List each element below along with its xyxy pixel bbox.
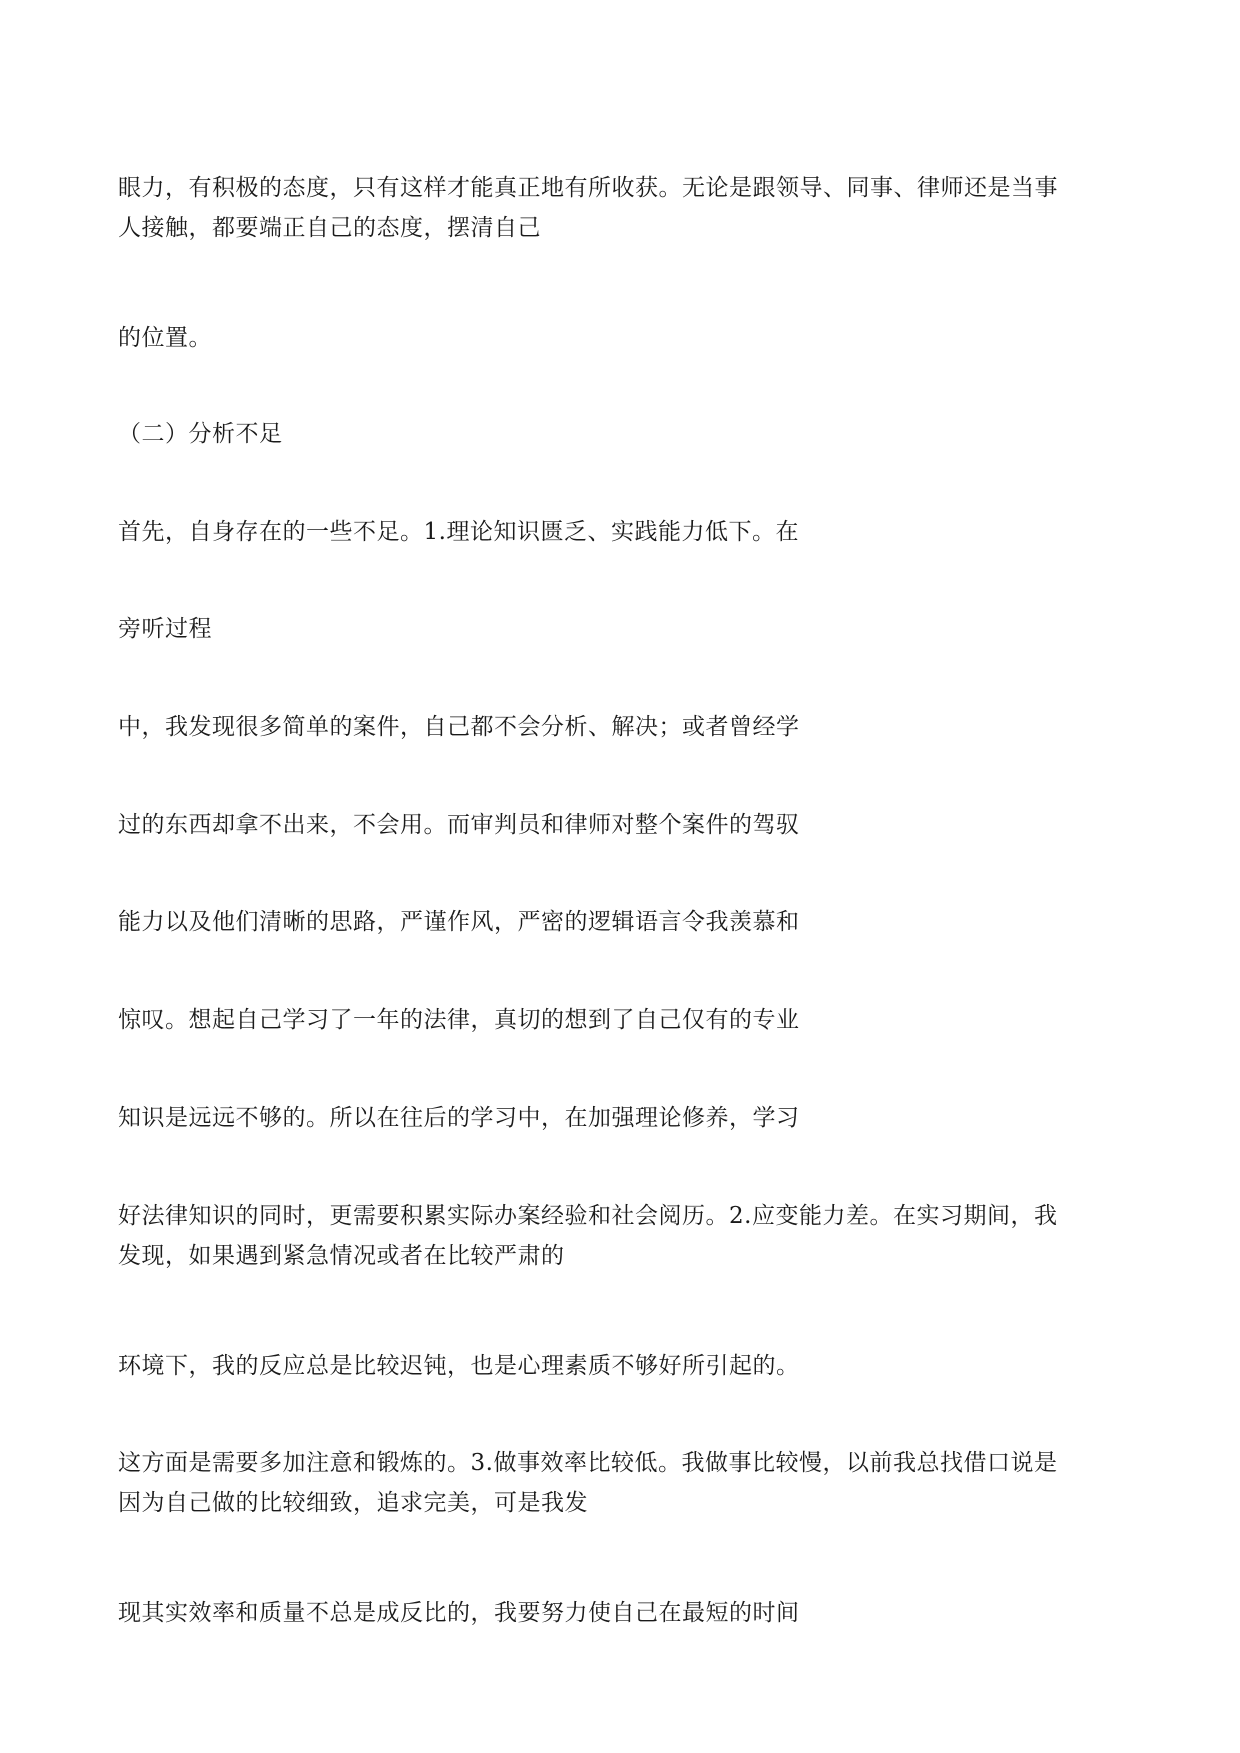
section-heading <box>118 414 1128 454</box>
text-line: 惊叹。想起自己学习了一年的法律，真切的想到了自己仅有的专业 <box>118 1007 800 1033</box>
paragraph <box>118 1443 1128 1523</box>
paragraph <box>118 512 1128 552</box>
paragraph <box>118 805 1128 845</box>
text-line: 这方面是需要多加注意和锻炼的。3.做事效率比较低。我做事比较慢，以前我总找借口说是 <box>118 1450 1058 1476</box>
paragraph <box>118 1000 1128 1040</box>
text-line: 因为自己做的比较细致，追求完美，可是我发 <box>118 1490 588 1516</box>
paragraph <box>118 1593 1128 1633</box>
text-line: 旁听过程 <box>118 616 212 642</box>
paragraph <box>118 318 1128 358</box>
paragraph <box>118 1098 1128 1138</box>
text-line: 过的东西却拿不出来，不会用。而审判员和律师对整个案件的驾驭 <box>118 812 800 838</box>
paragraph <box>118 902 1128 942</box>
text-line: 能力以及他们清晰的思路，严谨作风，严密的逻辑语言令我羡慕和 <box>118 909 800 935</box>
text-line: 人接触，都要端正自己的态度，摆清自己 <box>118 215 541 241</box>
text-line: 首先，自身存在的一些不足。1.理论知识匮乏、实践能力低下。在 <box>118 519 799 545</box>
text-line: 眼力，有积极的态度，只有这样才能真正地有所收获。无论是跟领导、同事、律师还是当事 <box>118 175 1058 201</box>
text-line: 发现，如果遇到紧急情况或者在比较严肃的 <box>118 1243 565 1269</box>
text-line: 环境下，我的反应总是比较迟钝，也是心理素质不够好所引起的。 <box>118 1353 800 1379</box>
paragraph <box>118 1196 1128 1276</box>
text-line: 现其实效率和质量不总是成反比的，我要努力使自己在最短的时间 <box>118 1600 800 1626</box>
paragraph <box>118 168 1128 248</box>
text-line: 知识是远远不够的。所以在往后的学习中，在加强理论修养，学习 <box>118 1105 800 1131</box>
paragraph <box>118 1346 1128 1386</box>
text-line: 好法律知识的同时，更需要积累实际办案经验和社会阅历。2.应变能力差。在实习期间，我 <box>118 1203 1058 1229</box>
paragraph <box>118 707 1128 747</box>
text-line: 中，我发现很多简单的案件，自己都不会分析、解决；或者曾经学 <box>118 714 800 740</box>
text-line: 的位置。 <box>118 325 212 351</box>
text-line: （二）分析不足 <box>118 421 283 447</box>
paragraph <box>118 609 1128 649</box>
